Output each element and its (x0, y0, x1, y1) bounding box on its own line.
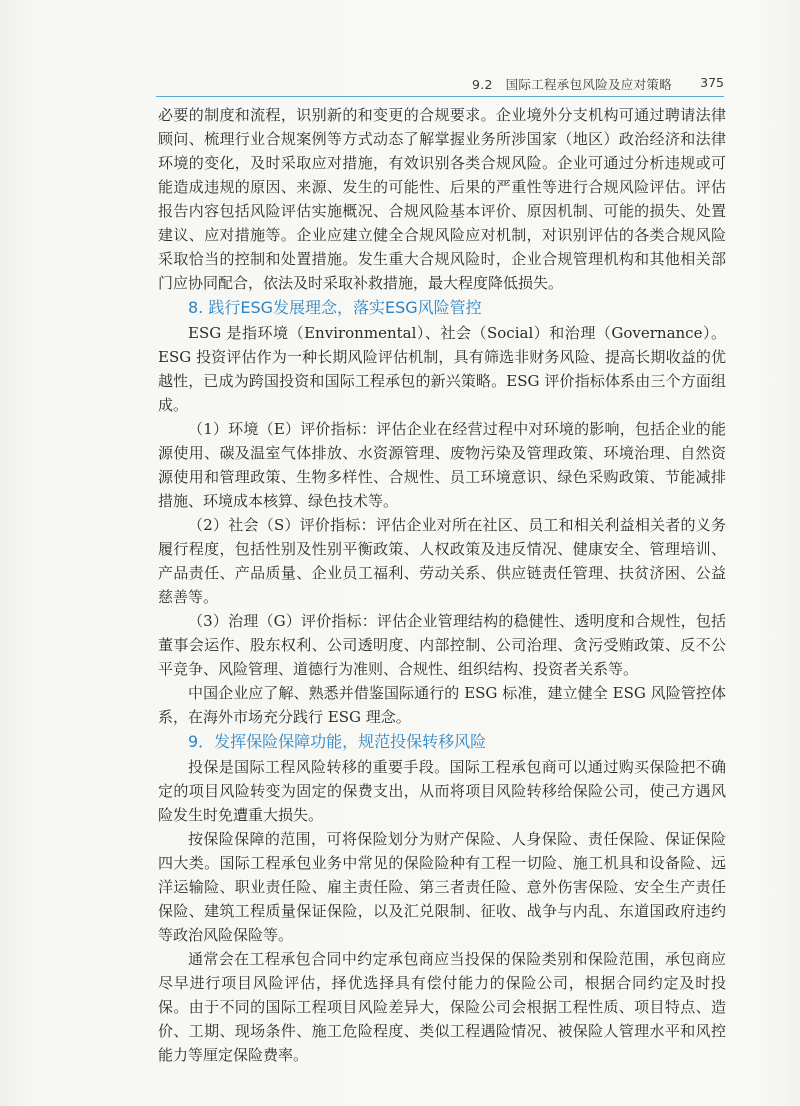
header-section-title: 9.2 国际工程承包风险及应对策略 (472, 77, 672, 92)
paragraph-insurance-procedure: 通常会在工程承包合同中约定承包商应当投保的保险类别和保险范围，承包商应尽早进行项目风险评估，择优选择具有偿付能力的保险公司，根据合同约定及时投保。由于不同的国际工程项目风险差异大，保险公司会根据工程性质、项目特点、造价、工期、现场条件、施工危险程度、类似工程遇险情况、被保险人管理水平和风控能力等厘定保险费率。 (158, 950, 726, 1064)
paragraph-esg-environment: （1）环境（E）评价指标：评估企业在经营过程中对环境的影响，包括企业的能源使用、碳及温室气体排放、水资源管理、废物污染及管理政策、环境治理、自然资源使用和管理政策、生物多样性、合规性、员工环境意识、绿色采购政策、节能减排措施、环境成本核算、绿色技术等。 (158, 420, 726, 510)
paragraph-esg-governance: （3）治理（G）评价指标：评估企业管理结构的稳健性、透明度和合规性，包括董事会运作、股东权利、公司透明度、内部控制、公司治理、贪污受贿政策、反不公平竞争、风险管理、道德行为准则、合规性、组织结构、投资者关系等。 (158, 612, 726, 678)
paragraph-esg-social: （2）社会（S）评价指标：评估企业对所在社区、员工和相关利益相关者的义务履行程度，包括性别及性别平衡政策、人权政策及违反情况、健康安全、管理培训、产品责任、产品质量、企业员工福利、劳动关系、供应链责任管理、扶贫济困、公益慈善等。 (158, 516, 726, 606)
page-number: 375 (700, 75, 724, 90)
paragraph-esg-conclusion: 中国企业应了解、熟悉并借鉴国际通行的 ESG 标准，建立健全 ESG 风险管控体系，在海外市场充分践行 ESG 理念。 (158, 684, 726, 726)
page-body (158, 103, 726, 1067)
paragraph-esg-intro: ESG 是指环境（Environmental）、社会（Social）和治理（Governance）。ESG 投资评估作为一种长期风险评估机制，具有筛选非财务风险、提高长期收益的优越性，已成为跨国投资和国际工程承包的新兴策略。ESG 评价指标体系由三个方面组成。 (158, 324, 726, 414)
section-heading-8: 8. 践行ESG发展理念，落实ESG风险管控 (188, 298, 482, 317)
running-header (156, 72, 724, 97)
section-heading-9: 9．发挥保险保障功能，规范投保转移风险 (188, 732, 487, 751)
paragraph-insurance-intro: 投保是国际工程风险转移的重要手段。国际工程承包商可以通过购买保险把不确定的项目风险转变为固定的保费支出，从而将项目风险转移给保险公司，使己方遇风险发生时免遭重大损失。 (158, 758, 726, 824)
paragraph-insurance-types: 按保险保障的范围，可将保险划分为财产保险、人身保险、责任保险、保证保险四大类。国际工程承包业务中常见的保险险种有工程一切险、施工机具和设备险、远洋运输险、职业责任险、雇主责任险、第三者责任险、意外伤害保险、安全生产责任保险、建筑工程质量保证保险，以及汇兑限制、征收、战争与内乱、东道国政府违约等政治风险保险等。 (158, 830, 726, 944)
paragraph-compliance-continued: 必要的制度和流程，识别新的和变更的合规要求。企业境外分支机构可通过聘请法律顾问、梳理行业合规案例等方式动态了解掌握业务所涉国家（地区）政治经济和法律环境的变化，及时采取应对措施，有效识别各类合规风险。企业可通过分析违规或可能造成违规的原因、来源、发生的可能性、后果的严重性等进行合规风险评估。评估报告内容包括风险评估实施概况、合规风险基本评价、原因机制、可能的损失、处置建议、应对措施等。企业应建立健全合规风险应对机制，对识别评估的各类合规风险采取恰当的控制和处置措施。发生重大合规风险时，企业合规管理机构和其他相关部门应协同配合，依法及时采取补救措施，最大程度降低损失。 (158, 106, 726, 292)
